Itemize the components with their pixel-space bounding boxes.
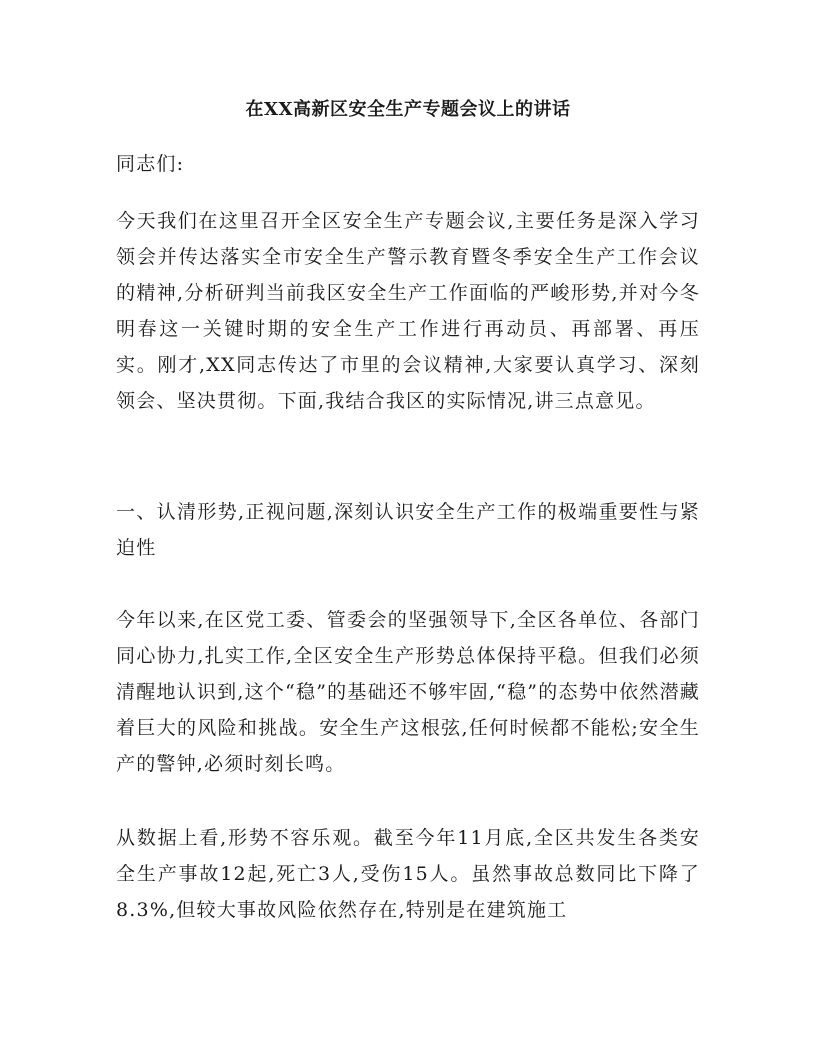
body-paragraph: 从数据上看,形势不容乐观。截至今年11月底,全区共发生各类安全生产事故12起,死亡3人,受伤15人。虽然事故总数同比下降了8.3%,但较大事故风险依然存在,特别是在建筑施工 — [116, 827, 700, 921]
section-heading: 一、认清形势,正视问题,深刻认识安全生产工作的极端重要性与紧迫性 — [116, 501, 700, 559]
intro-paragraph: 今天我们在这里召开全区安全生产专题会议,主要任务是深入学习领会并传达落实全市安全生产警示教育暨冬季安全生产工作会议的精神,分析研判当前我区安全生产工作面临的严峻形势,并对今冬明春这一关键时期的安全生产工作进行再动员、再部署、再压实。刚才,XX同志传达了市里的会议精神,大家要认真学习、深刻领会、坚决贯彻。下面,我结合我区的实际情况,讲三点意见。 — [116, 210, 700, 412]
document-title: 在XX高新区安全生产专题会议上的讲话 — [245, 99, 571, 120]
body-paragraph: 今年以来,在区党工委、管委会的坚强领导下,全区各单位、各部门同心协力,扎实工作,全区安全生产形势总体保持平稳。但我们必须清醒地认识到,这个“稳”的基础还不够牢固,“稳”的态势中依然潜藏着巨大的风险和挑战。安全生产这根弦,任何时候都不能松;安全生产的警钟,必须时刻长鸣。 — [116, 609, 700, 775]
greeting-paragraph: 同志们: — [116, 153, 185, 175]
